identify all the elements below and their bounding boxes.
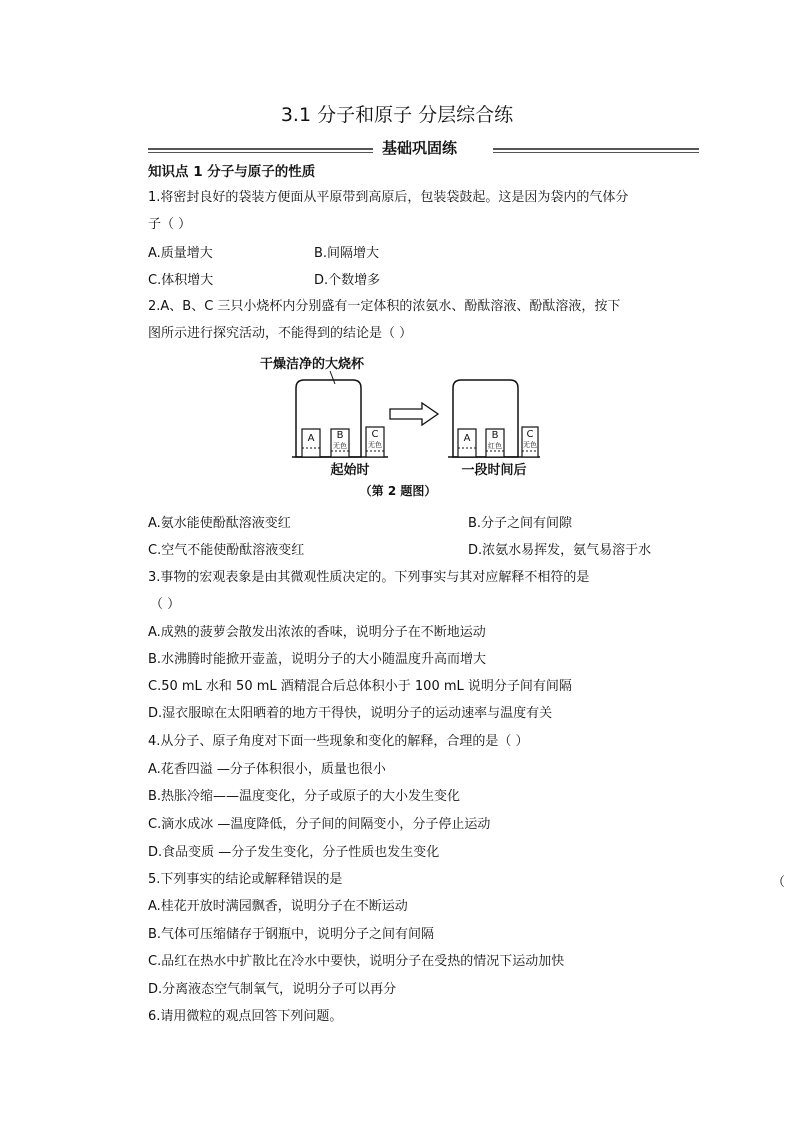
q4-option-c: C.滴水成冰 —温度降低，分子间的间隔变小，分子停止运动 [148, 817, 491, 832]
q5-option-b: B.气体可压缩储存于钢瓶中，说明分子之间有间隔 [148, 927, 435, 942]
q1-stem-line2: 子（ ） [148, 217, 192, 232]
q3-option-d: D.湿衣服晾在太阳晒着的地方干得快，说明分子的运动速率与温度有关 [148, 706, 553, 721]
q6-stem: 6.请用微粒的观点回答下列问题。 [148, 1009, 343, 1024]
big-beaker-label: 干燥洁净的大烧杯 [260, 357, 365, 372]
q2-option-b: B.分子之间有间隙 [468, 516, 573, 531]
q4-option-b: B.热胀冷缩——温度变化，分子或原子的大小发生变化 [148, 789, 461, 804]
q3-option-c: C.50 mL 水和 50 mL 酒精混合后总体积小于 100 mL 说明分子间有间隔 [148, 679, 572, 694]
q4-option-d: D.食品变质 —分子发生变化，分子性质也发生变化 [148, 845, 440, 860]
q2-option-a: A.氨水能使酚酞溶液变红 [148, 516, 291, 531]
q2-stem-line2: 图所示进行探究活动，不能得到的结论是（ ） [148, 326, 413, 341]
page-title: 3.1 分子和原子 分层综合练 [280, 104, 514, 126]
q5-stem: 5.下列事实的结论或解释错误的是 [148, 872, 343, 887]
beaker-b-color-red: 红色 [488, 442, 502, 450]
knowledge-point-heading: 知识点 1 分子与原子的性质 [148, 164, 316, 180]
q5-option-c: C.品红在热水中扩散比在冷水中要快，说明分子在受热的情况下运动加快 [148, 954, 565, 969]
q3-option-a: A.成熟的菠萝会散发出浓浓的香味，说明分子在不断地运动 [148, 625, 486, 640]
caption-later: 一段时间后 [461, 463, 527, 478]
q1-option-b: B.间隔增大 [314, 246, 380, 261]
experiment-figure [250, 354, 540, 504]
beaker-b-color: 无色 [333, 442, 347, 450]
q4-stem: 4.从分子、原子角度对下面一些现象和变化的解释，合理的是（ ） [148, 734, 529, 749]
label-pointer [330, 371, 335, 384]
beaker-c-color: 无色 [368, 441, 382, 449]
q1-option-a: A.质量增大 [148, 246, 213, 261]
beaker-b-label: B [491, 430, 499, 441]
q3-stem-line1: 3.事物的宏观表象是由其微观性质决定的。下列事实与其对应解释不相符的是 [148, 570, 590, 585]
beaker-b-label: B [336, 430, 344, 441]
section-title: 基础巩固练 [382, 139, 458, 157]
q5-bracket: （ [772, 875, 786, 890]
beaker-c-color: 无色 [523, 441, 537, 449]
q4-option-a: A.花香四溢 —分子体积很小，质量也很小 [148, 762, 386, 777]
figure-caption: （第 2 题图） [359, 484, 437, 498]
caption-start: 起始时 [330, 463, 370, 478]
q1-option-d: D.个数增多 [314, 273, 381, 288]
q1-option-c: C.体积增大 [148, 273, 214, 288]
q5-option-a: A.桂花开放时满园飘香，说明分子在不断运动 [148, 899, 408, 914]
q3-option-b: B.水沸腾时能掀开壶盖，说明分子的大小随温度升高而增大 [148, 652, 487, 667]
section-divider-left [148, 148, 373, 153]
beaker-c-label: C [371, 429, 379, 440]
section-divider-right [493, 148, 699, 153]
beaker-a-label: A [307, 433, 315, 444]
beaker-c-label: C [526, 429, 534, 440]
q1-stem-line1: 1.将密封良好的袋装方便面从平原带到高原后，包装袋鼓起。这是因为袋内的气体分 [148, 190, 629, 205]
q2-option-d: D.浓氨水易挥发，氨气易溶于水 [468, 543, 652, 558]
q2-stem-line1: 2.A、B、C 三只小烧杯内分别盛有一定体积的浓氨水、酚酞溶液、酚酞溶液，按下 [148, 299, 621, 314]
q3-stem-line2: （ ） [150, 597, 181, 612]
beaker-a-label: A [463, 433, 471, 444]
q5-option-d: D.分离液态空气制氧气，说明分子可以再分 [148, 982, 397, 997]
q2-option-c: C.空气不能使酚酞溶液变红 [148, 543, 305, 558]
arrow-icon [390, 403, 438, 425]
